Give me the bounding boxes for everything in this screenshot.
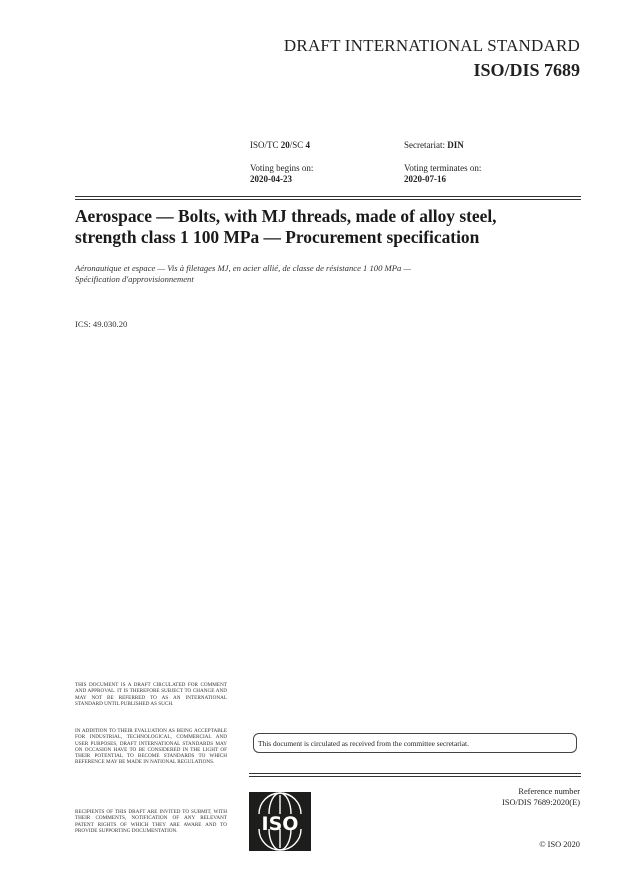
iso-logo — [249, 792, 311, 851]
circulation-note: This document is circulated as received from the committee secretariat. — [253, 733, 577, 753]
voting-begins: Voting begins on: 2020-04-23 — [250, 163, 314, 184]
committee-reference: ISO/TC 20/SC 4 — [250, 140, 311, 150]
disclaimer-paragraph-1: THIS DOCUMENT IS A DRAFT CIRCULATED FOR COMMENT AND APPROVAL. IT IS THEREFORE SUBJECT TO CHANGE AND MAY NOT BE REFERRED TO AS AN INTERNATIONAL STANDARD UNTIL PUBLISHED AS SUCH. — [75, 682, 227, 707]
copyright: © ISO 2020 — [539, 840, 580, 849]
document-title: Aerospace — Bolts, with MJ threads, made of alloy steel, strength class 1 100 MPa — Procurement specification — [75, 206, 497, 247]
header-rule-top — [75, 196, 581, 197]
svg-text:ISO: ISO — [261, 813, 299, 835]
reference-number: Reference number ISO/DIS 7689:2020(E) — [502, 787, 580, 807]
header-rule-bottom — [75, 199, 581, 200]
voting-terminates: Voting terminates on: 2020-07-16 — [404, 163, 482, 184]
document-subtitle-french: Aéronautique et espace — Vis à filetages MJ, en acier allié, de classe de résistance 1 100 MPa — Spécification d'approvisionnement — [75, 263, 412, 284]
document-number: ISO/DIS 7689 — [473, 60, 580, 80]
footer-rule-bottom — [249, 776, 581, 777]
disclaimer-paragraph-2: IN ADDITION TO THEIR EVALUATION AS BEING ACCEPTABLE FOR INDUSTRIAL, TECHNOLOGICAL, COMMERCIAL AND USER PURPOSES, DRAFT INTERNATIONAL STANDARDS MAY ON OCCASION HAVE TO BE CONSIDERED IN THE LIGHT OF THEIR POTENTIAL TO BECOME STANDARDS TO WHICH REFERENCE MAY BE MADE IN NATIONAL REGULATIONS. — [75, 728, 227, 766]
ics-code: ICS: 49.030.20 — [75, 319, 128, 329]
disclaimer-paragraph-3: RECIPIENTS OF THIS DRAFT ARE INVITED TO SUBMIT, WITH THEIR COMMENTS, NOTIFICATION OF ANY RELEVANT PATENT RIGHTS OF WHICH THEY ARE AWARE AND TO PROVIDE SUPPORTING DOCUMENTATION. — [75, 809, 227, 834]
footer-rule-top — [249, 773, 581, 774]
iso-logo-icon — [249, 792, 311, 851]
document-type: DRAFT INTERNATIONAL STANDARD — [283, 36, 580, 55]
secretariat: Secretariat: DIN — [404, 140, 464, 150]
